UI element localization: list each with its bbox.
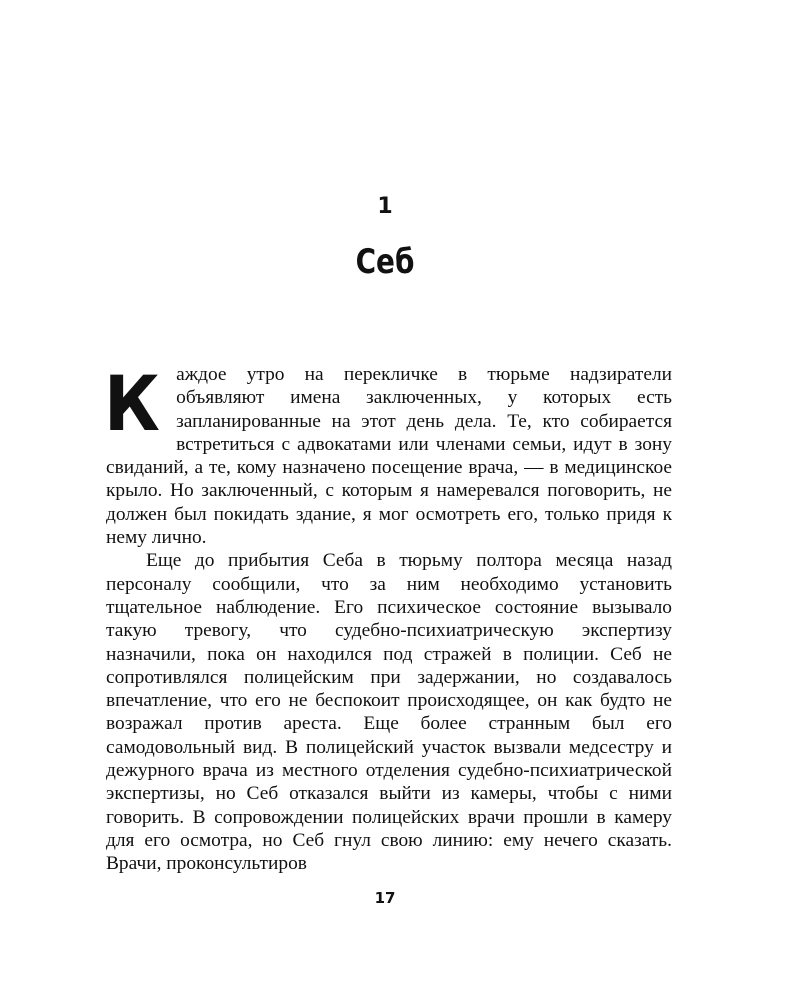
chapter-title: Себ: [355, 242, 415, 282]
paragraph-2: Еще до прибытия Себа в тюрьму полтора месяца назад персоналу сообщили, что за ним необходимо установить тщательное наблюдение. Его психическое состояние вызывало такую тревогу, что судебно-психиатрическую экспертизу назначили, пока он находился под стражей в полиции. Себ не сопротивлялся полицейским при задержании, но создавалось впечатление, что его не беспокоит происходящее, он как будто не возражал против ареста. Еще более странным был его самодовольный вид. В полицейский участок вызвали медсестру и дежурного врача из местного отделения судебно-психиатрической экспертизы, но Себ отказался выйти из камеры, чтобы с ними говорить. В сопровождении полицейских врачи прошли в камеру для его осмотра, но Себ гнул свою линию: ему нечего сказать. Врачи, проконсультиров: [106, 550, 672, 875]
paragraph-1-text: аждое утро на перекличке в тюрьме надзиратели объявляют имена заключенных, у которых есть запланированные на этот день дела. Те, кто собирается встретиться с адвокатами или членами семьи, идут в зону свиданий, а те, кому назначено посещение врача, — в медицинское крыло. Но заключенный, с которым я намеревался поговорить, не должен был покидать здание, я мог осмотреть его, только придя к нему лично.: [106, 364, 672, 549]
chapter-body: [104, 359, 672, 876]
chapter-number: 1: [377, 194, 393, 219]
drop-cap: К: [104, 359, 160, 448]
page-number: 17: [374, 889, 396, 907]
paragraph-1: [104, 359, 672, 549]
